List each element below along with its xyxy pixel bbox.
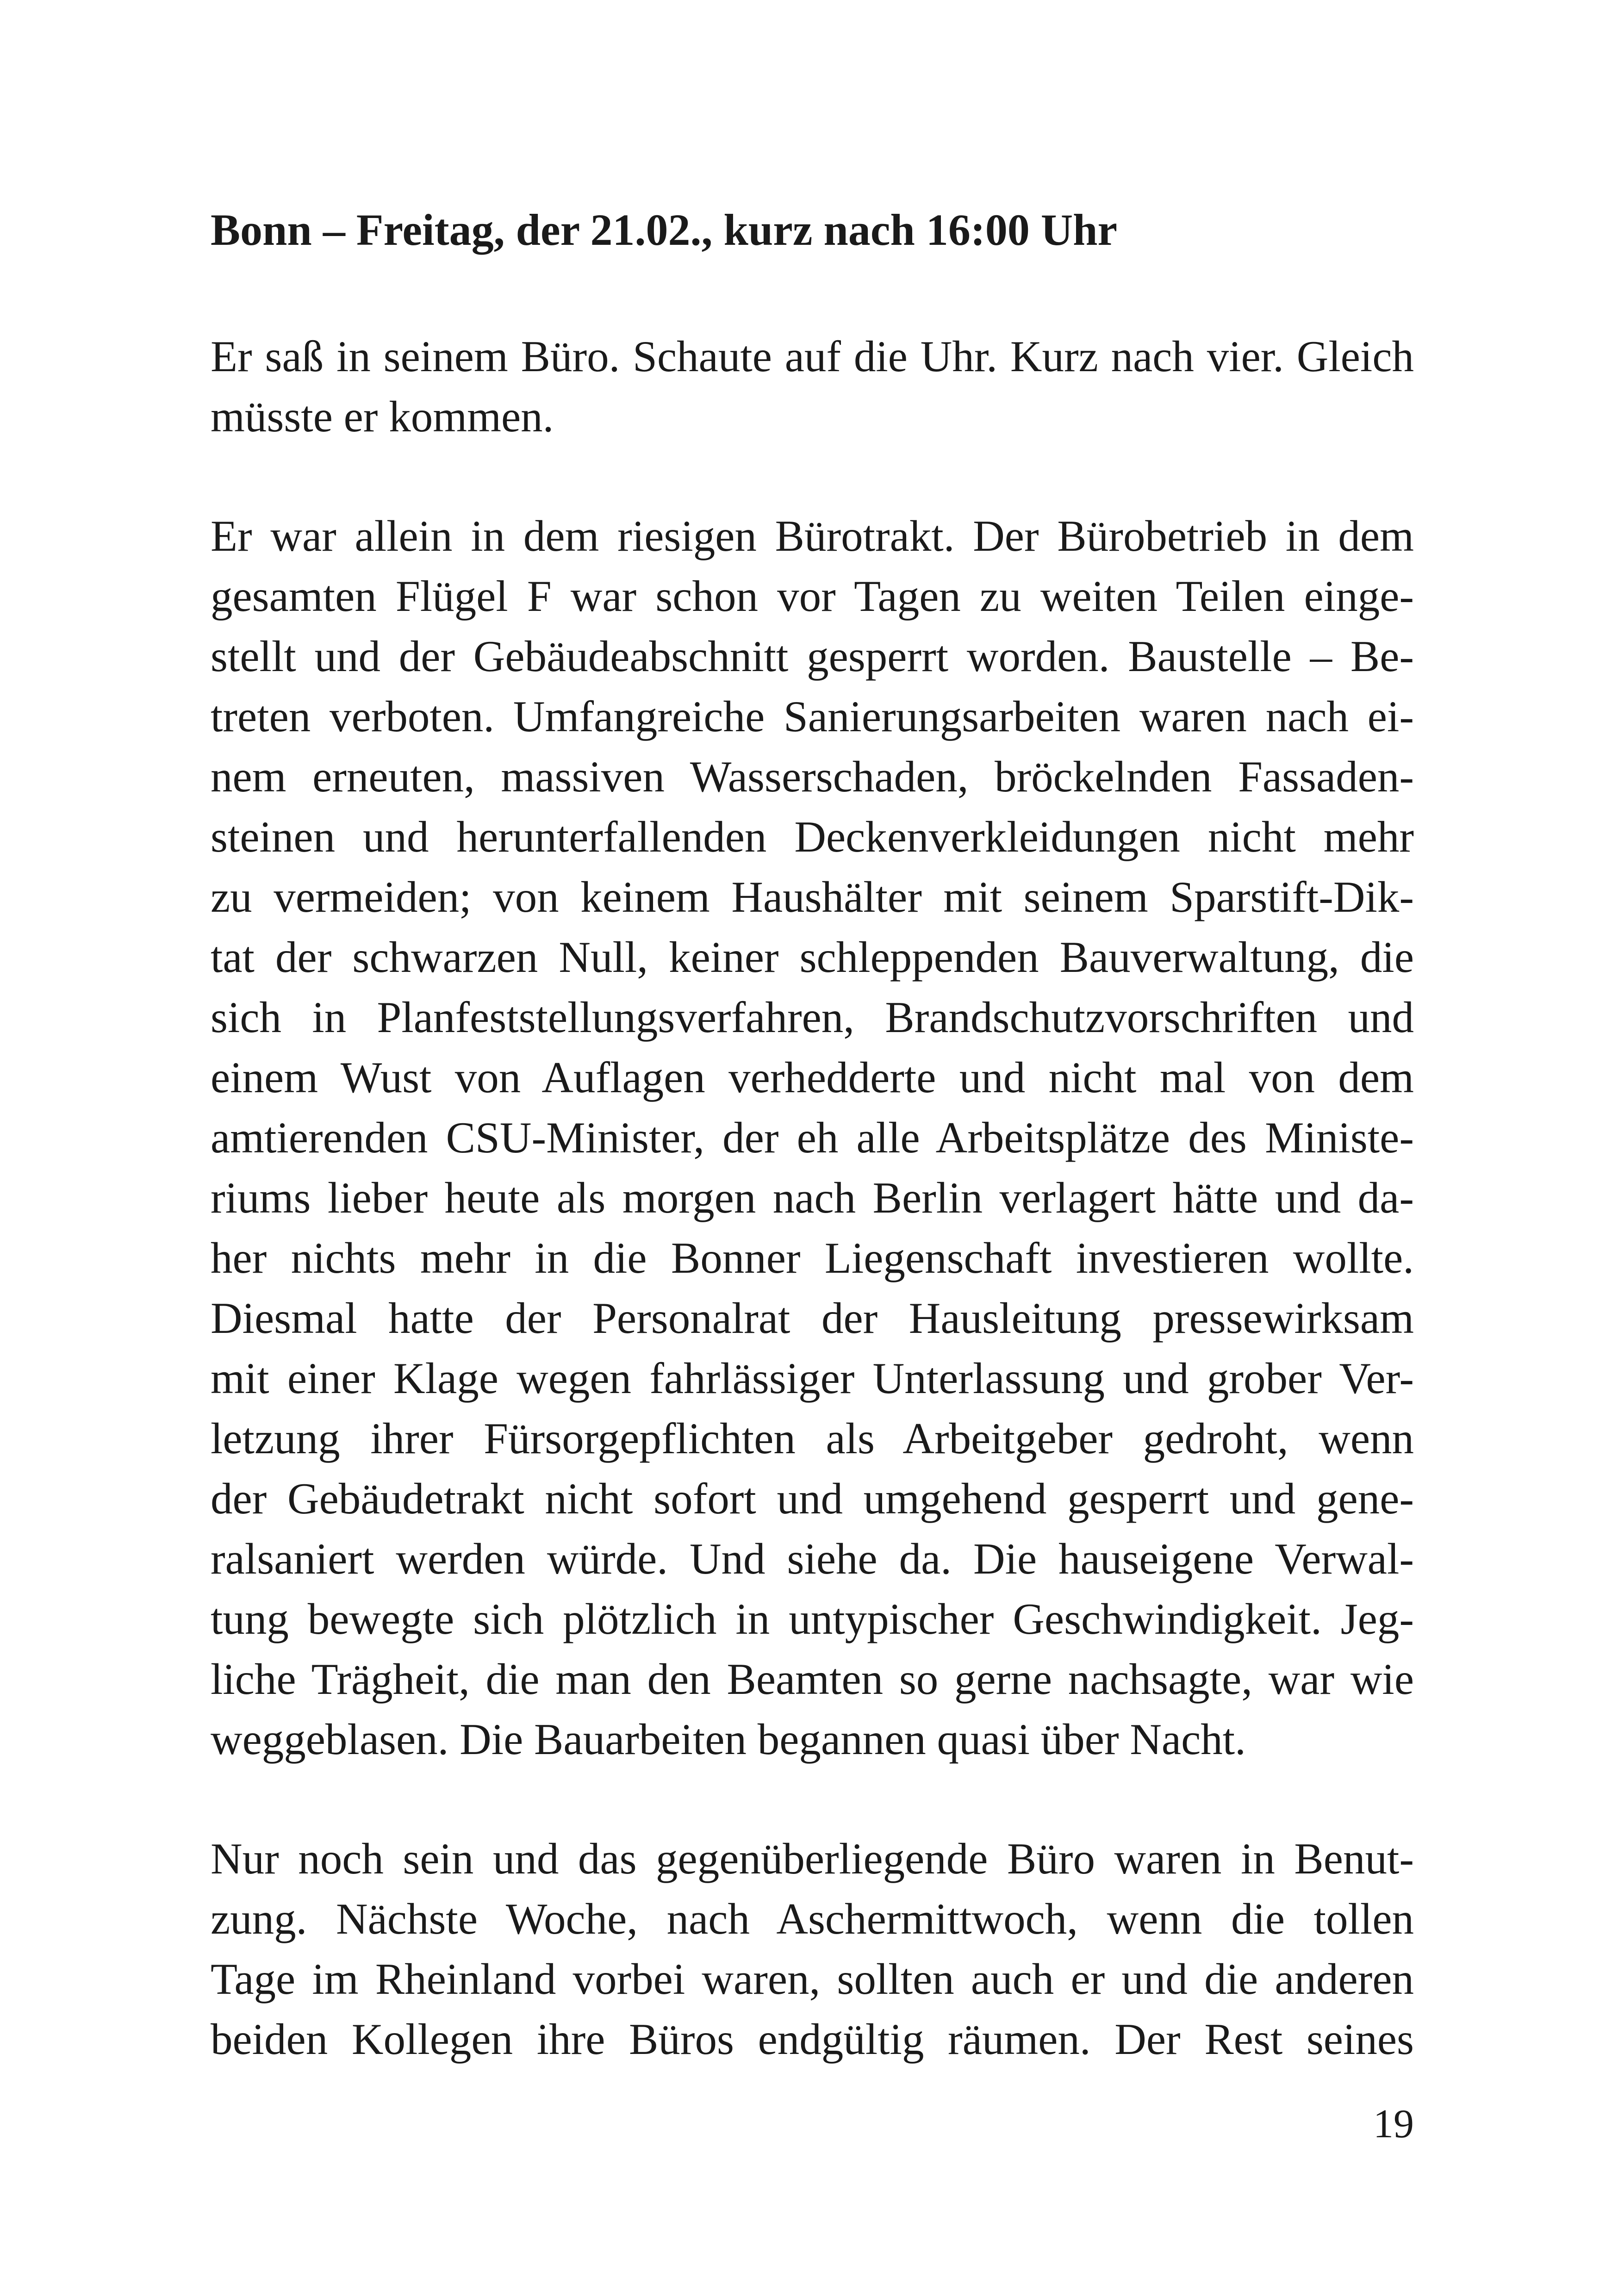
- text-line: einem Wust von Auflagen verhedderte und nicht mal von dem: [211, 1053, 1414, 1102]
- text-line: weggeblasen. Die Bauarbeiten begannen quasi über Nacht.: [211, 1715, 1246, 1764]
- text-line: tung bewegte sich plötzlich in untypischer Geschwindigkeit. Jeg-: [211, 1594, 1414, 1643]
- text-line: letzung ihrer Fürsorgepflichten als Arbeitgeber gedroht, wenn: [211, 1414, 1414, 1463]
- text-line: zu vermeiden; von keinem Haushälter mit seinem Sparstift-Dik-: [211, 872, 1414, 921]
- text-line: steinen und herunterfallenden Deckenverkleidungen nicht mehr: [211, 812, 1414, 861]
- chapter-heading: Bonn – Freitag, der 21.02., kurz nach 16:00 Uhr: [211, 205, 1118, 255]
- text-line: Er war allein in dem riesigen Bürotrakt. Der Bürobetrieb in dem: [211, 511, 1414, 560]
- text-line: treten verboten. Umfangreiche Sanierungsarbeiten waren nach ei-: [211, 692, 1414, 741]
- text-line: mit einer Klage wegen fahrlässiger Unterlassung und grober Ver-: [211, 1354, 1414, 1403]
- text-line: zung. Nächste Woche, nach Aschermittwoch, wenn die tollen: [211, 1894, 1414, 1943]
- text-line: ralsaniert werden würde. Und siehe da. Die hauseigene Verwal-: [211, 1534, 1414, 1583]
- page-number: 19: [1373, 2102, 1414, 2147]
- text-line: stellt und der Gebäudeabschnitt gesperrt worden. Baustelle – Be-: [211, 632, 1414, 681]
- text-line: der Gebäudetrakt nicht sofort und umgehend gesperrt und gene-: [211, 1474, 1414, 1523]
- text-line: Tage im Rheinland vorbei waren, sollten auch er und die anderen: [211, 1954, 1414, 2004]
- text-line: müsste er kommen.: [211, 392, 554, 441]
- text-line: her nichts mehr in die Bonner Liegenschaft investieren wollte.: [211, 1233, 1414, 1282]
- text-line: gesamten Flügel F war schon vor Tagen zu weiten Teilen einge-: [211, 572, 1414, 621]
- body-text: [211, 326, 1414, 2128]
- text-line: riums lieber heute als morgen nach Berlin verlagert hätte und da-: [211, 1173, 1414, 1222]
- text-line: liche Trägheit, die man den Beamten so gerne nachsagte, war wie: [211, 1655, 1414, 1704]
- text-line: Diesmal hatte der Personalrat der Hausleitung pressewirksam: [211, 1294, 1414, 1343]
- text-line: tat der schwarzen Null, keiner schleppenden Bauverwaltung, die: [211, 933, 1414, 982]
- text-line: Nur noch sein und das gegenüberliegende Büro waren in Benut-: [211, 1834, 1414, 1883]
- paragraph-2: [211, 506, 1414, 1769]
- paragraph-1: [211, 326, 1414, 447]
- text-line: beiden Kollegen ihre Büros endgültig räumen. Der Rest seines: [211, 2015, 1414, 2064]
- text-line: nem erneuten, massiven Wasserschaden, bröckelnden Fassaden-: [211, 752, 1414, 801]
- text-line: Er saß in seinem Büro. Schaute auf die Uhr. Kurz nach vier. Gleich: [211, 332, 1414, 381]
- paragraph-3: [211, 1829, 1414, 2069]
- text-line: sich in Planfeststellungsverfahren, Brandschutzvorschriften und: [211, 993, 1414, 1042]
- text-line: amtierenden CSU-Minister, der eh alle Arbeitsplätze des Ministe-: [211, 1113, 1414, 1162]
